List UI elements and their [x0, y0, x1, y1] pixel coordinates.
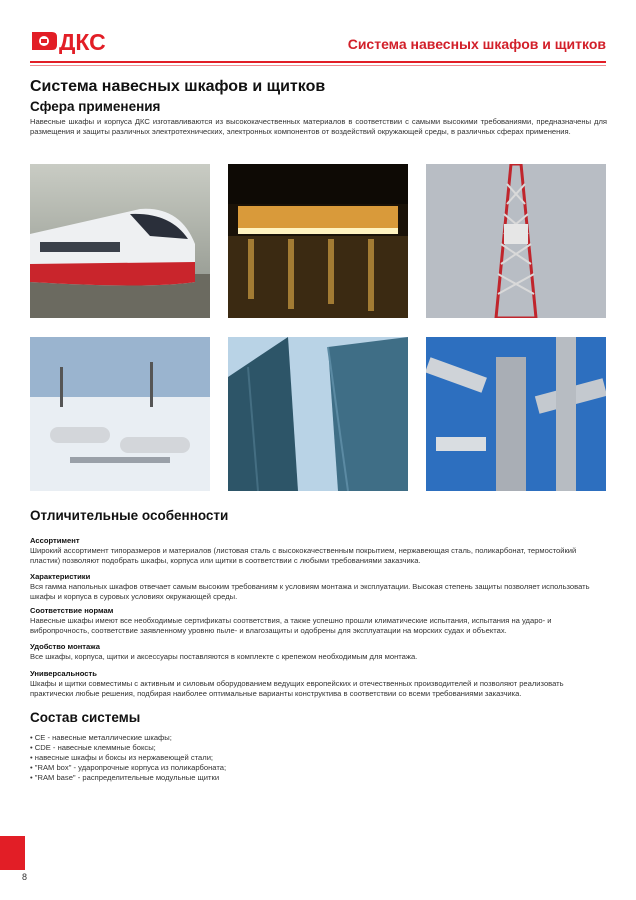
photo-train	[30, 164, 210, 318]
feature-title: Соответствие нормам	[30, 606, 114, 615]
feature-mounting	[30, 642, 607, 662]
header-divider-thin	[30, 65, 606, 66]
page-title: Система навесных шкафов и щитков	[30, 78, 326, 95]
feature-title: Характеристики	[30, 572, 91, 581]
list-item: • навесные шкафы и боксы из нержавеющей стали;	[30, 753, 226, 763]
feature-text: Все шкафы, корпуса, щитки и аксессуары поставляются в комплекте с крепежом необходимым для монтажа.	[30, 652, 418, 661]
photo-refinery	[426, 337, 606, 491]
photo-telecom-tower	[426, 164, 606, 318]
header-divider	[30, 61, 606, 63]
footer-red-block	[0, 836, 25, 870]
list-item: • CDE - навесные клеммные боксы;	[30, 743, 226, 753]
feature-title: Универсальность	[30, 669, 97, 678]
composition-list	[30, 733, 226, 783]
feature-text: Навесные шкафы имеют все необходимые сертификаты соответствия, а также успешно прошли климатические испытания, испытания на ударо- и вибропрочность, соответствие заявленному уровню пыле- и влагозащиты и одобрены для эксплуатации на морских судах и объектах.	[30, 616, 552, 635]
photo-hydro-plant	[228, 164, 408, 318]
feature-compliance	[30, 606, 607, 636]
photo-oil-facility	[30, 337, 210, 491]
page-number: 8	[22, 872, 28, 882]
intro-paragraph: Навесные шкафы и корпуса ДКС изготавливаются из высококачественных материалов в соответствии с самыми высокими требованиями, предназначены для размещения и защиты различных электротехнических, электронных компонентов от воздействий окружающей среды, в различных сферах применения.	[30, 117, 607, 136]
header-title: Система навесных шкафов и щитков	[347, 36, 606, 52]
list-item: • "RAM base" - распределительные модульные щитки	[30, 773, 226, 783]
section-title-composition: Состав системы	[30, 710, 141, 725]
feature-text: Широкий ассортимент типоразмеров и материалов (листовая сталь с высококачественным покрытием, нержавеющая сталь, поликарбонат, термостойкий пластик) позволяют подобрать шкафы, корпуса или щитки в соответствии с любыми требованиями заказчика.	[30, 546, 577, 565]
feature-characteristics	[30, 572, 607, 602]
feature-text: Вся гамма напольных шкафов отвечает самым высоким требованиям к условиям монтажа и эксплуатации. Высокая степень защиты позволяет использовать шкафы и корпуса в суровых условиях окружающей среды.	[30, 582, 590, 601]
list-item: • CE - навесные металлические шкафы;	[30, 733, 226, 743]
feature-assortment	[30, 536, 607, 566]
feature-text: Шкафы и щитки совместимы с активным и силовым оборудованием ведущих европейских и отечественных производителей и позволяют реализовать практически любые решения, подбирая наиболее оптимальные варианты конструктива в соответствии со всеми требованиями заказчика.	[30, 679, 564, 698]
feature-versatility	[30, 669, 607, 699]
section-title-applications: Сфера применения	[30, 99, 161, 114]
feature-title: Ассортимент	[30, 536, 80, 545]
dkc-logo	[30, 28, 150, 54]
logo-text: ДКС	[59, 29, 106, 54]
photo-skyscrapers	[228, 337, 408, 491]
list-item: • "RAM box" - ударопрочные корпуса из поликарбоната;	[30, 763, 226, 773]
feature-title: Удобство монтажа	[30, 642, 100, 651]
section-title-features: Отличительные особенности	[30, 508, 229, 523]
